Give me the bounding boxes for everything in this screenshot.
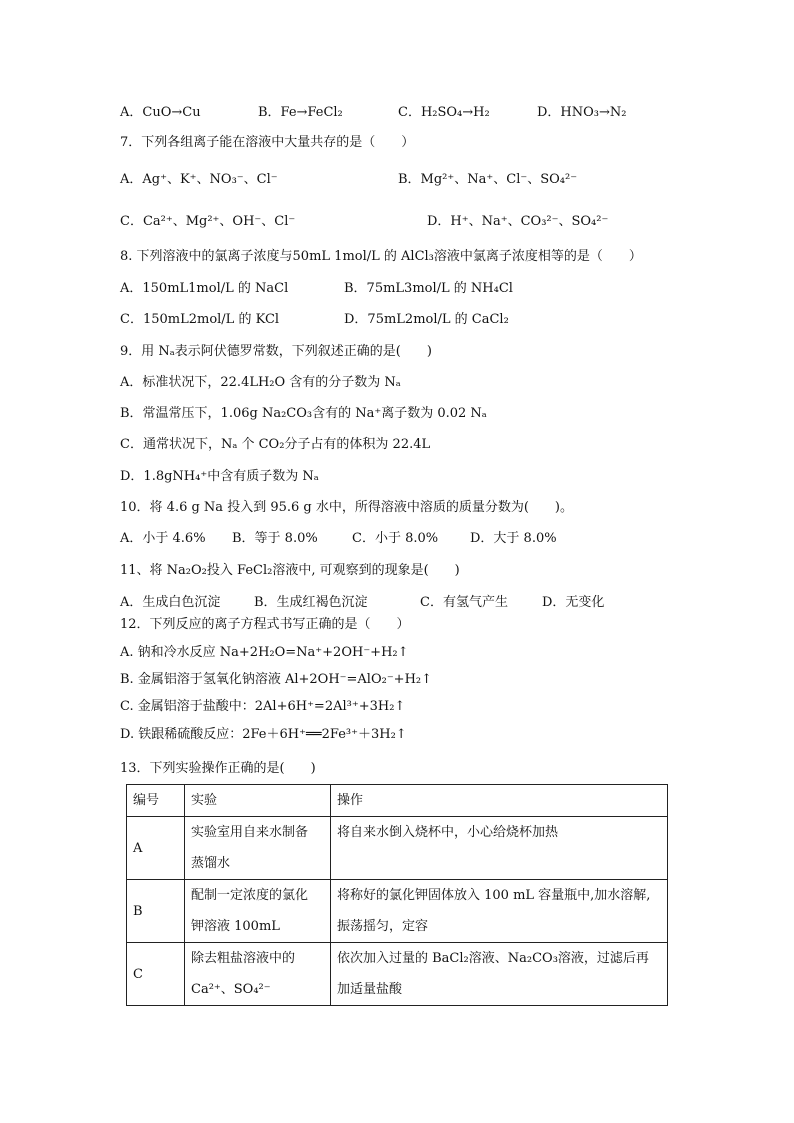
q11-stem: 11、将 Na₂O₂投入 FeCl₂溶液中, 可观察到的现象是( ): [120, 563, 460, 578]
q8-option-c: C．150mL2mol/L 的 KCl: [120, 312, 280, 327]
q6-option-d: D．HNO₃→N₂: [537, 105, 627, 120]
q10-option-d: D．大于 8.0%: [470, 531, 557, 546]
q9-stem: 9．用 Nₐ表示阿伏德罗常数，下列叙述正确的是( ): [120, 344, 432, 359]
q6-option-b: B．Fe→FeCl₂: [258, 105, 343, 120]
q13-table: [126, 784, 668, 1006]
row-operation: [331, 880, 668, 943]
q7-option-c: C．Ca²⁺、Mg²⁺、OH⁻、Cl⁻: [120, 214, 296, 229]
q8-stem: 8. 下列溶液中的氯离子浓度与50mL 1mol/L 的 AlCl₃溶液中氯离子浓度相等的是（ ）: [120, 249, 642, 264]
q6-option-a: A．CuO→Cu: [120, 105, 201, 120]
q7-option-d: D．H⁺、Na⁺、CO₃²⁻、SO₄²⁻: [427, 214, 609, 229]
row-experiment: [185, 880, 331, 943]
row-operation-line: 将自来水倒入烧杯中，小心给烧杯加热: [337, 825, 559, 840]
row-operation-line: 加适量盐酸: [337, 982, 403, 997]
table-row: [127, 817, 668, 880]
q9-option-b: B．常温常压下，1.06g Na₂CO₃含有的 Na⁺离子数为 0.02 Nₐ: [120, 406, 487, 421]
q12-option-c: C. 金属铝溶于盐酸中：2Al+6H⁺=2Al³⁺+3H₂↑: [120, 699, 406, 714]
q7-option-b: B．Mg²⁺、Na⁺、Cl⁻、SO₄²⁻: [398, 172, 578, 187]
row-experiment-line: 蒸馏水: [191, 856, 231, 871]
q12-option-a: A. 钠和冷水反应 Na+2H₂O=Na⁺+2OH⁻+H₂↑: [120, 645, 409, 660]
q11-option-c: C．有氢气产生: [420, 595, 508, 610]
row-experiment-line: 实验室用自来水制备: [191, 825, 309, 840]
q7-stem: 7．下列各组离子能在溶液中大量共存的是（ ）: [120, 135, 415, 150]
row-experiment-line: 配制一定浓度的氯化: [191, 888, 309, 903]
row-operation-line: 振荡摇匀，定容: [337, 919, 429, 934]
q10-option-c: C．小于 8.0%: [352, 531, 439, 546]
q8-option-a: A．150mL1mol/L 的 NaCl: [120, 281, 289, 296]
q8-option-b: B．75mL3mol/L 的 NH₄Cl: [344, 281, 513, 296]
row-id: B: [127, 880, 185, 943]
q12-option-b: B. 金属铝溶于氢氧化钠溶液 Al+2OH⁻=AlO₂⁻+H₂↑: [120, 672, 433, 687]
row-operation: [331, 817, 668, 880]
row-operation-line: 将称好的氯化钾固体放入 100 mL 容量瓶中,加水溶解,: [337, 888, 651, 903]
row-id: A: [127, 817, 185, 880]
q12-option-d: D. 铁跟稀硫酸反应：2Fe＋6H⁺══2Fe³⁺＋3H₂↑: [120, 727, 407, 742]
table-header-row: [127, 785, 668, 817]
q8-option-d: D．75mL2mol/L 的 CaCl₂: [344, 312, 509, 327]
row-experiment-line: 钾溶液 100mL: [191, 919, 280, 934]
row-experiment-line: Ca²⁺、SO₄²⁻: [191, 982, 271, 997]
row-experiment-line: 除去粗盐溶液中的: [191, 951, 296, 966]
q9-option-a: A．标准状况下，22.4LH₂O 含有的分子数为 Nₐ: [120, 375, 401, 390]
q13-stem: 13．下列实验操作正确的是( ): [120, 761, 316, 776]
q10-stem: 10．将 4.6 g Na 投入到 95.6 g 水中，所得溶液中溶质的质量分数为( )。: [120, 500, 574, 515]
q11-option-a: A．生成白色沉淀: [120, 595, 221, 610]
row-experiment: [185, 817, 331, 880]
row-id: C: [127, 943, 185, 1006]
row-operation: [331, 943, 668, 1006]
row-operation-line: 依次加入过量的 BaCl₂溶液、Na₂CO₃溶液，过滤后再: [337, 951, 649, 966]
header-operation: 操作: [331, 785, 668, 817]
header-id: 编号: [127, 785, 185, 817]
q10-option-a: A．小于 4.6%: [120, 531, 206, 546]
q9-option-c: C．通常状况下，Nₐ 个 CO₂分子占有的体积为 22.4L: [120, 437, 431, 452]
header-experiment: 实验: [185, 785, 331, 817]
q12-stem: 12．下列反应的离子方程式书写正确的是（ ）: [120, 617, 410, 632]
q7-option-a: A．Ag⁺、K⁺、NO₃⁻、Cl⁻: [120, 172, 278, 187]
table-row: [127, 943, 668, 1006]
q9-option-d: D．1.8gNH₄⁺中含有质子数为 Nₐ: [120, 469, 319, 484]
q6-option-c: C．H₂SO₄→H₂: [398, 105, 490, 120]
q10-option-b: B．等于 8.0%: [232, 531, 318, 546]
q11-option-b: B．生成红褐色沉淀: [254, 595, 368, 610]
table-row: [127, 880, 668, 943]
q11-option-d: D．无变化: [542, 595, 605, 610]
row-experiment: [185, 943, 331, 1006]
